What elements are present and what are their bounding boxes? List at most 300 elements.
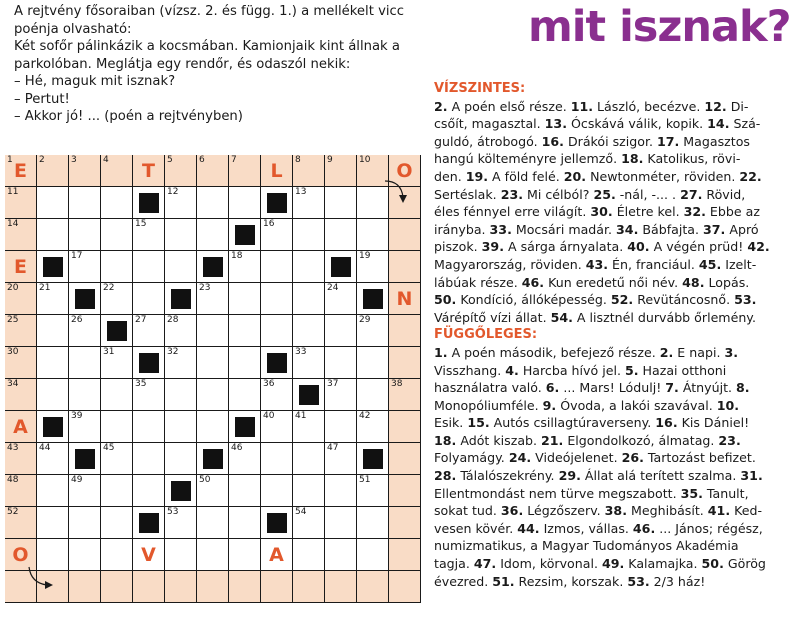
across-clue-line: [434, 203, 760, 221]
puzzle-title: mit isznak?: [528, 2, 791, 52]
grid-cell: [325, 251, 357, 283]
cell-number: 32: [167, 347, 179, 357]
cell-number: 29: [359, 315, 371, 325]
clue-text: 2/3 ház!: [649, 573, 706, 589]
grid-cell[interactable]: [357, 219, 389, 251]
clue-text: Sertéslak.: [434, 186, 501, 202]
across-heading: VÍZSZINTES:: [434, 81, 526, 96]
clue-number: 52.: [610, 292, 634, 308]
clue-text: Visszhang.: [434, 362, 506, 378]
clue-text: piszok.: [434, 239, 482, 255]
grid-cell[interactable]: [133, 571, 165, 603]
cell-number: 12: [167, 187, 179, 197]
across-clue-line: [434, 238, 770, 256]
grid-cell[interactable]: [389, 219, 421, 251]
grid-cell[interactable]: [229, 571, 261, 603]
grid-cell[interactable]: [37, 507, 69, 539]
grid-cell[interactable]: [293, 539, 325, 571]
black-square: [235, 225, 255, 245]
grid-cell[interactable]: [229, 315, 261, 347]
grid-cell[interactable]: [229, 443, 261, 475]
grid-cell[interactable]: [69, 315, 101, 347]
grid-cell[interactable]: [261, 379, 293, 411]
intro-line: parkolóban. Meglátja egy rendőr, és odaszól nekik:: [14, 56, 351, 72]
grid-cell[interactable]: [197, 571, 229, 603]
grid-cell[interactable]: [133, 539, 165, 571]
grid-cell[interactable]: [5, 379, 37, 411]
grid-cell[interactable]: [197, 475, 229, 507]
grid-cell[interactable]: [357, 507, 389, 539]
grid-cell[interactable]: [165, 507, 197, 539]
grid-cell[interactable]: [133, 219, 165, 251]
clue-text: Tálalószekrény.: [456, 468, 559, 484]
grid-cell[interactable]: [37, 443, 69, 475]
grid-cell[interactable]: [37, 155, 69, 187]
grid-cell[interactable]: [229, 347, 261, 379]
grid-cell: [165, 475, 197, 507]
grid-cell: [357, 283, 389, 315]
grid-cell[interactable]: [37, 283, 69, 315]
grid-cell[interactable]: [69, 347, 101, 379]
grid-cell[interactable]: [197, 155, 229, 187]
grid-cell[interactable]: [5, 443, 37, 475]
clue-text: Várépítő vízi állat.: [434, 309, 551, 325]
clue-text: Kis Dániel!: [677, 415, 750, 431]
grid-cell[interactable]: [261, 155, 293, 187]
grid-cell[interactable]: [133, 251, 165, 283]
solved-letter: N: [396, 288, 413, 310]
cell-number: 33: [295, 347, 307, 357]
grid-cell[interactable]: [69, 187, 101, 219]
clue-text: Én, franciául.: [608, 256, 699, 272]
grid-cell[interactable]: [293, 283, 325, 315]
clue-text: Idom, körvonal.: [496, 556, 602, 572]
cell-number: 9: [327, 155, 333, 165]
clue-number: 13.: [544, 116, 567, 132]
grid-cell[interactable]: [293, 251, 325, 283]
grid-cell[interactable]: [5, 283, 37, 315]
grid-cell[interactable]: [165, 379, 197, 411]
crossword-grid: [5, 155, 421, 619]
grid-cell[interactable]: [293, 187, 325, 219]
cell-number: 30: [7, 347, 19, 357]
cell-number: 44: [39, 443, 51, 453]
grid-cell[interactable]: [293, 347, 325, 379]
clue-number: 16.: [655, 415, 678, 431]
grid-cell[interactable]: [197, 283, 229, 315]
grid-cell[interactable]: [293, 219, 325, 251]
clue-text: Monopóliumféle.: [434, 397, 543, 413]
grid-cell[interactable]: [293, 443, 325, 475]
grid-cell[interactable]: [5, 251, 37, 283]
clue-number: 40.: [627, 239, 650, 255]
grid-cell[interactable]: [229, 539, 261, 571]
grid-cell[interactable]: [229, 475, 261, 507]
cell-number: 38: [391, 379, 403, 389]
clue-number: 3.: [724, 344, 739, 360]
cell-number: 53: [167, 507, 179, 517]
grid-cell[interactable]: [389, 507, 421, 539]
grid-cell[interactable]: [293, 411, 325, 443]
grid-cell[interactable]: [133, 283, 165, 315]
grid-cell[interactable]: [5, 187, 37, 219]
clues-panel: [434, 80, 770, 590]
solved-letter: T: [142, 160, 155, 182]
grid-cell[interactable]: [357, 411, 389, 443]
grid-cell[interactable]: [357, 315, 389, 347]
grid-cell[interactable]: [197, 187, 229, 219]
grid-cell[interactable]: [357, 347, 389, 379]
grid-cell[interactable]: [389, 379, 421, 411]
black-square: [363, 449, 383, 469]
grid-cell[interactable]: [261, 539, 293, 571]
clue-text: Mi célból?: [523, 186, 594, 202]
grid-cell[interactable]: [5, 219, 37, 251]
grid-cell[interactable]: [293, 571, 325, 603]
clue-text: Videójelenet.: [531, 450, 622, 466]
clue-number: 16.: [541, 133, 564, 149]
clue-text: A lisztnél durvább őrlemény.: [572, 309, 756, 325]
clue-text: Folyamágy.: [434, 450, 509, 466]
clue-number: 6.: [545, 380, 560, 396]
clue-text: Lopás.: [704, 274, 750, 290]
down-clues: [434, 344, 766, 590]
clue-text: Rezsim, korszak.: [514, 573, 628, 589]
grid-cell: [69, 443, 101, 475]
black-square: [203, 449, 223, 469]
clue-text: Izmos, vállas.: [539, 520, 633, 536]
grid-cell[interactable]: [5, 315, 37, 347]
clue-text: Magasztos: [679, 133, 750, 149]
grid-cell[interactable]: [293, 315, 325, 347]
grid-cell[interactable]: [389, 475, 421, 507]
clue-text: Ebbe az: [705, 204, 760, 220]
black-square: [267, 193, 287, 213]
clue-text: E napi.: [673, 344, 725, 360]
grid-cell[interactable]: [69, 411, 101, 443]
grid-cell[interactable]: [101, 507, 133, 539]
black-square: [235, 417, 255, 437]
grid-cell[interactable]: [389, 283, 421, 315]
grid-cell[interactable]: [197, 315, 229, 347]
grid-cell[interactable]: [325, 571, 357, 603]
grid-cell[interactable]: [101, 379, 133, 411]
solved-letter: A: [13, 416, 28, 438]
grid-cell: [197, 443, 229, 475]
grid-cell[interactable]: [37, 187, 69, 219]
intro-line: poénja olvasható:: [14, 21, 132, 37]
down-clue-line: [434, 397, 754, 415]
grid-cell: [69, 283, 101, 315]
black-square: [203, 257, 223, 277]
grid-cell[interactable]: [229, 187, 261, 219]
grid-cell[interactable]: [165, 251, 197, 283]
cell-number: 7: [231, 155, 237, 165]
grid-cell[interactable]: [165, 443, 197, 475]
grid-cell: [357, 443, 389, 475]
cell-number: 2: [39, 155, 45, 165]
grid-cell[interactable]: [229, 155, 261, 187]
across-clues: [434, 98, 770, 327]
grid-cell[interactable]: [197, 379, 229, 411]
grid-cell[interactable]: [165, 347, 197, 379]
grid-cell[interactable]: [37, 347, 69, 379]
grid-cell[interactable]: [229, 507, 261, 539]
cell-number: 37: [327, 379, 339, 389]
clue-number: 4.: [505, 362, 519, 378]
grid-cell[interactable]: [101, 187, 133, 219]
clue-text: Esik.: [434, 415, 468, 431]
grid-cell[interactable]: [325, 219, 357, 251]
clue-number: 32.: [683, 204, 706, 220]
grid-cell[interactable]: [389, 411, 421, 443]
cell-number: 43: [7, 443, 19, 453]
grid-cell[interactable]: [261, 411, 293, 443]
grid-cell[interactable]: [133, 475, 165, 507]
grid-cell[interactable]: [5, 347, 37, 379]
grid-cell[interactable]: [357, 379, 389, 411]
clue-text: A poén második, befejező része.: [447, 344, 660, 360]
clue-number: 39.: [481, 239, 504, 255]
grid-cell[interactable]: [357, 251, 389, 283]
grid-cell[interactable]: [389, 347, 421, 379]
clue-text: Kun eredetű női név.: [544, 274, 683, 290]
grid-cell[interactable]: [165, 155, 197, 187]
solved-letter: E: [14, 256, 27, 278]
grid-cell[interactable]: [101, 571, 133, 603]
grid-cell[interactable]: [261, 475, 293, 507]
grid-cell[interactable]: [197, 411, 229, 443]
black-square: [43, 417, 63, 437]
cell-number: 14: [7, 219, 19, 229]
grid-cell[interactable]: [101, 443, 133, 475]
clue-number: 12.: [704, 98, 727, 114]
grid-cell[interactable]: [389, 315, 421, 347]
grid-cell[interactable]: [261, 571, 293, 603]
grid-cell[interactable]: [389, 539, 421, 571]
grid-cell: [133, 187, 165, 219]
grid-cell[interactable]: [69, 507, 101, 539]
grid-cell[interactable]: [101, 347, 133, 379]
clue-text: Revütáncosnő.: [633, 292, 735, 308]
clue-text: Magyarország, röviden.: [434, 256, 586, 272]
grid-cell[interactable]: [101, 155, 133, 187]
grid-cell[interactable]: [325, 507, 357, 539]
grid-cell[interactable]: [325, 443, 357, 475]
grid-cell[interactable]: [325, 379, 357, 411]
grid-cell[interactable]: [325, 283, 357, 315]
grid-cell[interactable]: [165, 315, 197, 347]
grid-cell[interactable]: [101, 283, 133, 315]
grid-cell[interactable]: [101, 219, 133, 251]
grid-cell[interactable]: [69, 571, 101, 603]
cell-number: 10: [359, 155, 371, 165]
grid-cell[interactable]: [101, 251, 133, 283]
clue-text: A sárga árnyalata.: [503, 239, 628, 255]
grid-cell[interactable]: [229, 379, 261, 411]
black-square: [43, 257, 63, 277]
grid-cell[interactable]: [261, 219, 293, 251]
grid-cell[interactable]: [325, 187, 357, 219]
grid-cell[interactable]: [357, 571, 389, 603]
clue-number: 23.: [500, 186, 523, 202]
across-clue-line: [434, 256, 757, 274]
grid-cell[interactable]: [261, 251, 293, 283]
clue-text: Ked-: [730, 503, 763, 519]
grid-cell: [165, 283, 197, 315]
grid-cell: [261, 187, 293, 219]
grid-cell[interactable]: [37, 379, 69, 411]
clue-number: 51.: [492, 573, 515, 589]
grid-cell[interactable]: [69, 475, 101, 507]
grid-cell[interactable]: [325, 539, 357, 571]
grid-cell[interactable]: [133, 379, 165, 411]
grid-cell[interactable]: [325, 347, 357, 379]
grid-cell[interactable]: [325, 155, 357, 187]
clue-text: Kalamajka.: [624, 556, 702, 572]
solved-letter: V: [141, 544, 156, 566]
grid-cell: [229, 219, 261, 251]
down-clue-line: [434, 362, 754, 380]
across-clue-line: [434, 168, 762, 186]
grid-cell[interactable]: [165, 571, 197, 603]
clue-number: 50.: [434, 292, 457, 308]
grid-cell[interactable]: [69, 539, 101, 571]
clue-number: 2.: [659, 344, 674, 360]
grid-cell[interactable]: [5, 155, 37, 187]
grid-cell[interactable]: [101, 539, 133, 571]
clue-number: 11.: [570, 98, 594, 114]
grid-cell[interactable]: [293, 507, 325, 539]
intro-line: A rejtvény fősoraiban (vízsz. 2. és függ. 1.) a mellékelt vicc: [14, 4, 405, 19]
grid-cell[interactable]: [69, 155, 101, 187]
grid-cell[interactable]: [5, 475, 37, 507]
clue-text: Adót kiszab.: [456, 432, 542, 448]
grid-cell[interactable]: [357, 539, 389, 571]
grid-cell[interactable]: [357, 475, 389, 507]
clue-text: hangú költeményre jellemző.: [434, 151, 622, 167]
cell-number: 13: [295, 187, 307, 197]
grid-cell[interactable]: [261, 283, 293, 315]
cell-number: 36: [263, 379, 275, 389]
solved-letter: L: [270, 160, 283, 182]
grid-cell[interactable]: [5, 507, 37, 539]
black-square: [139, 353, 159, 373]
grid-cell[interactable]: [69, 251, 101, 283]
cell-number: 28: [167, 315, 179, 325]
grid-cell[interactable]: [165, 411, 197, 443]
grid-cell[interactable]: [37, 315, 69, 347]
grid-cell[interactable]: [69, 219, 101, 251]
grid-cell: [261, 347, 293, 379]
across-clue-line: [434, 150, 754, 168]
grid-cell[interactable]: [197, 219, 229, 251]
grid-cell[interactable]: [261, 315, 293, 347]
across-clue-line: [434, 309, 754, 327]
grid-cell[interactable]: [389, 443, 421, 475]
black-square: [139, 193, 159, 213]
clue-number: 26.: [621, 450, 644, 466]
cell-number: 46: [231, 443, 243, 453]
grid-cell: [261, 507, 293, 539]
down-clue-line: [434, 414, 754, 432]
cell-number: 11: [7, 187, 19, 197]
clue-text: ... Mars! Lódulj!: [559, 380, 666, 396]
grid-cell[interactable]: [133, 155, 165, 187]
grid-cell[interactable]: [229, 283, 261, 315]
clue-number: 35.: [680, 485, 703, 501]
cell-number: 22: [103, 283, 115, 293]
clue-number: 28.: [434, 468, 457, 484]
clue-text: Görög: [723, 556, 766, 572]
clue-text: Newtonméter, röviden.: [586, 168, 740, 184]
grid-cell[interactable]: [389, 251, 421, 283]
clue-text: Kondíció, állóképesség.: [456, 292, 611, 308]
grid-cell[interactable]: [133, 315, 165, 347]
grid-cell[interactable]: [293, 155, 325, 187]
clue-text: Drákói szigor.: [563, 133, 657, 149]
clue-text: Hazai otthoni: [638, 362, 727, 378]
grid-cell[interactable]: [165, 219, 197, 251]
grid-cell[interactable]: [325, 475, 357, 507]
cell-number: 17: [71, 251, 83, 261]
clue-number: 46.: [521, 274, 545, 290]
solved-letter: A: [269, 544, 284, 566]
grid-cell[interactable]: [197, 539, 229, 571]
grid-cell[interactable]: [197, 347, 229, 379]
grid-cell[interactable]: [133, 443, 165, 475]
clue-number: 18.: [434, 432, 457, 448]
grid-cell[interactable]: [293, 475, 325, 507]
grid-cell[interactable]: [101, 411, 133, 443]
down-clue-line: [434, 502, 763, 520]
grid-cell[interactable]: [133, 411, 165, 443]
grid-cell[interactable]: [197, 507, 229, 539]
grid-cell[interactable]: [389, 571, 421, 603]
clue-text: ... János; régész,: [655, 520, 763, 536]
grid-cell[interactable]: [261, 443, 293, 475]
cell-number: 1: [7, 155, 13, 165]
grid-cell[interactable]: [229, 251, 261, 283]
cell-number: 23: [199, 283, 211, 293]
cell-number: 51: [359, 475, 371, 485]
across-clue-line: [434, 274, 754, 292]
cell-number: 5: [167, 155, 173, 165]
down-heading: FÜGGŐLEGES:: [434, 327, 538, 343]
cell-number: 21: [39, 283, 51, 293]
clue-text: A végén prüd!: [649, 239, 748, 255]
grid-cell[interactable]: [325, 315, 357, 347]
clue-number: 9.: [542, 397, 557, 413]
clue-text: Autós csillagtúraverseny.: [489, 415, 656, 431]
clue-number: 15.: [467, 415, 490, 431]
grid-cell[interactable]: [165, 187, 197, 219]
grid-cell[interactable]: [37, 475, 69, 507]
cell-number: 3: [71, 155, 77, 165]
grid-cell[interactable]: [325, 411, 357, 443]
clue-text: Izelt-: [721, 256, 757, 272]
clue-text: sokat tud.: [434, 503, 501, 519]
grid-cell[interactable]: [69, 379, 101, 411]
grid-cell[interactable]: [5, 411, 37, 443]
grid-cell[interactable]: [165, 539, 197, 571]
grid-cell[interactable]: [37, 219, 69, 251]
clue-number: 37.: [703, 221, 726, 237]
down-clue-line: [434, 467, 763, 485]
clue-text: Ellentmondást nem türve megszabott.: [434, 485, 681, 501]
clue-number: 41.: [707, 503, 731, 519]
grid-cell[interactable]: [101, 475, 133, 507]
